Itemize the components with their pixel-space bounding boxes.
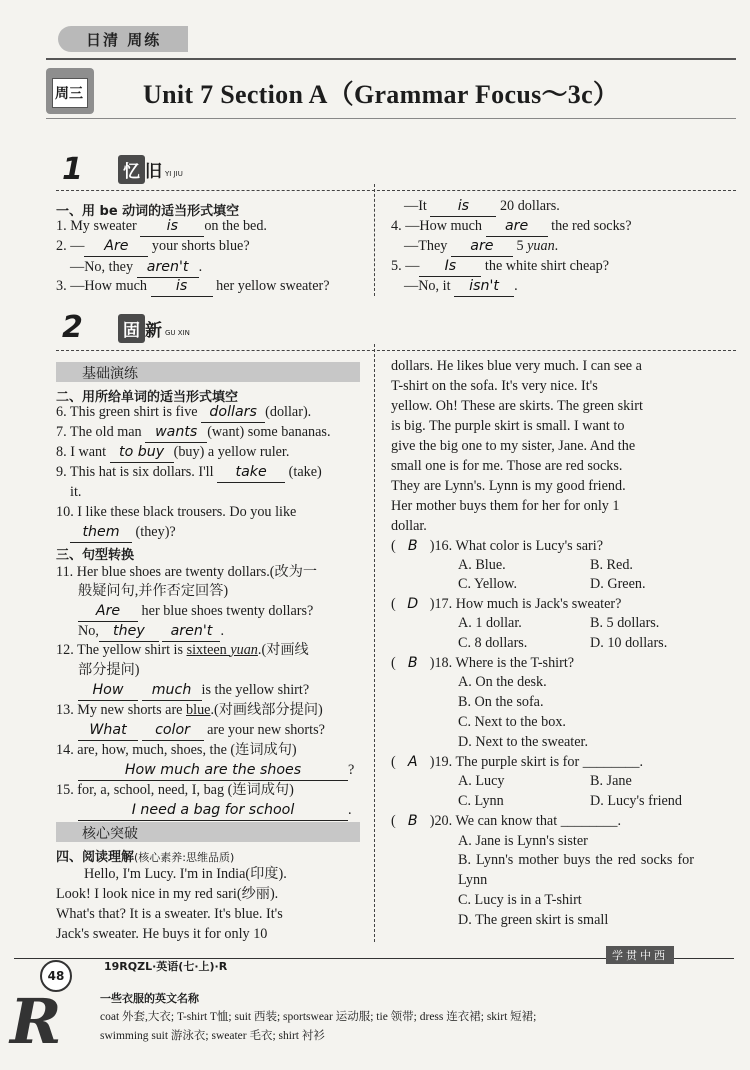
section1-divider <box>56 190 736 191</box>
mc-18-option-b: B. On the sofa. <box>458 694 544 710</box>
question-13: 13. My new shorts are blue.(对画线部分提问) <box>56 702 323 718</box>
mc-17-option-c: C. 8 dollars. <box>458 635 528 651</box>
tip-line-2: swimming suit 游泳衣; sweater 毛衣; shirt 衬衫 <box>100 1030 325 1042</box>
mc-answer-19: A <box>407 754 418 770</box>
page-title: Unit 7 Section A（Grammar Focus～3c） <box>143 80 620 109</box>
part3-title: 三、句型转换 <box>56 548 135 563</box>
mc-question-17: ( D )17. How much is Jack's sweater? <box>391 596 622 612</box>
answer-1: is <box>140 216 204 237</box>
passage-right-line-2: T-shirt on the sofa. It's very nice. It's <box>391 378 598 394</box>
question-15: 15. for, a, school, need, I, bag (连词成句) <box>56 782 294 798</box>
mc-answer-18: B <box>407 655 418 671</box>
book-code: 19RQZL·英语(七·上)·R <box>104 960 228 973</box>
answer-13b: color <box>142 720 204 741</box>
question-5: 5. — Is the white shirt cheap? <box>391 256 609 277</box>
mc-18-option-a: A. On the desk. <box>458 674 547 690</box>
answer-11b: they <box>99 621 159 642</box>
mc-question-16: ( B )16. What color is Lucy's sari? <box>391 538 604 554</box>
section2-title-box: 固 <box>118 314 145 343</box>
series-logo-letter: R <box>10 985 62 1058</box>
section1-pinyin: YI JIU <box>165 170 183 178</box>
title-rule <box>46 118 736 119</box>
question-10-cont: them (they)? <box>70 522 176 543</box>
mc-20-option-b: B. Lynn's mother buys the red socks for Lynn <box>458 852 694 888</box>
section2-number: 2 <box>62 310 83 345</box>
answer-10: them <box>70 522 132 543</box>
mc-18-option-d: D. Next to the sweater. <box>458 734 589 750</box>
passage-left-line-1: Hello, I'm Lucy. I'm in India(印度). <box>84 866 287 882</box>
mc-19-option-d: D. Lucy's friend <box>590 793 682 809</box>
mc-question-18: ( B )18. Where is the T-shirt? <box>391 655 575 671</box>
answer-5b: isn't <box>454 276 514 297</box>
basic-practice-bar: 基础演练 <box>56 362 360 382</box>
answer-8: to buy <box>110 442 174 463</box>
mc-16-option-c: C. Yellow. <box>458 576 517 592</box>
tip-line-1: coat 外套,大衣; T-shirt T恤; suit 西装; sportswear 运动服; tie 领带; dress 连衣裙; skirt 短裙; <box>100 1011 537 1023</box>
part1-title: 一、用 be 动词的适当形式填空 <box>56 204 240 219</box>
mc-question-20: ( B )20. We can know that ________. <box>391 813 622 829</box>
question-1: 1. My sweater is on the bed. <box>56 216 267 237</box>
question-14-answer-line: How much are the shoes ? <box>78 760 354 781</box>
mc-19-option-a: A. Lucy <box>458 773 505 789</box>
mc-16-option-d: D. Green. <box>590 576 646 592</box>
answer-11c: aren't <box>162 621 220 642</box>
mc-20-option-c: C. Lucy is in a T-shirt <box>458 892 582 908</box>
question-9: 9. This hat is six dollars. I'll take (take) <box>56 462 322 483</box>
mc-answer-16: B <box>407 538 418 554</box>
passage-right-line-9: dollar. <box>391 518 427 534</box>
passage-left-line-3: What's that? It is a sweater. It's blue. It's <box>56 906 283 922</box>
passage-right-line-5: give the big one to my sister, Jane. And the <box>391 438 636 454</box>
section1-title-word: 旧 <box>145 162 162 182</box>
section1-column-divider <box>374 184 375 296</box>
question-2-reply: —No, they aren't . <box>70 257 202 278</box>
question-14: 14. are, how, much, shoes, the (连词成句) <box>56 742 297 758</box>
passage-left-line-2: Look! I look nice in my red sari(纱丽). <box>56 886 279 902</box>
answer-4b: are <box>451 236 513 257</box>
section2-divider <box>56 350 736 351</box>
header-tab <box>58 26 188 52</box>
question-8: 8. I want to buy (buy) a yellow ruler. <box>56 442 289 463</box>
answer-3b: is <box>430 196 496 217</box>
passage-right-line-4: is big. The purple skirt is small. I want to <box>391 418 625 434</box>
page-number: 48 <box>40 960 72 992</box>
answer-4: are <box>486 216 548 237</box>
question-11: 11. Her blue shoes are twenty dollars.(改为一 <box>56 564 318 580</box>
answer-3: is <box>151 276 213 297</box>
passage-right-line-1: dollars. He likes blue very much. I can see a <box>391 358 642 374</box>
answer-7: wants <box>145 422 207 443</box>
mc-20-option-a: A. Jane is Lynn's sister <box>458 833 588 849</box>
passage-right-line-8: Her mother buys them for her for only 1 <box>391 498 620 514</box>
question-4: 4. —How much are the red socks? <box>391 216 632 237</box>
question-3-reply: —It is 20 dollars. <box>404 196 560 217</box>
mc-19-option-c: C. Lynn <box>458 793 504 809</box>
mc-answer-17: D <box>407 596 419 612</box>
question-4-reply: —They are 5 yuan. <box>404 236 558 257</box>
core-breakthrough-bar: 核心突破 <box>56 822 360 842</box>
question-6: 6. This green shirt is five dollars (dollar). <box>56 402 311 423</box>
passage-right-line-3: yellow. Oh! These are skirts. The green skirt <box>391 398 643 414</box>
section2-pinyin: GU XIN <box>165 329 190 337</box>
answer-12a: How <box>78 680 138 701</box>
passage-right-line-7: They are Lynn's. Lynn is my good friend. <box>391 478 626 494</box>
answer-2: Are <box>84 236 148 257</box>
question-13-answer-line: What color are your new shorts? <box>78 720 325 741</box>
answer-2b: aren't <box>137 257 199 278</box>
footer-tag: 学贯中西 <box>606 946 674 964</box>
question-15-answer-line: I need a bag for school . <box>78 800 352 821</box>
section1-title-box: 忆 <box>118 155 145 184</box>
question-11-line2: No, they aren't . <box>78 621 224 642</box>
mc-question-19: ( A )19. The purple skirt is for ________. <box>391 754 644 770</box>
mc-19-option-b: B. Jane <box>590 773 632 789</box>
answer-9: take <box>217 462 285 483</box>
section1-number: 1 <box>62 152 83 187</box>
section2-title-word: 新 <box>145 321 162 341</box>
question-12-answer-line: How much is the yellow shirt? <box>78 680 309 701</box>
answer-15: I need a bag for school <box>78 800 348 821</box>
answer-13a: What <box>78 720 138 741</box>
header-rule <box>46 58 736 60</box>
question-5-reply: —No, it isn't . <box>404 276 518 297</box>
day-badge-label: 周三 <box>55 86 83 102</box>
answer-14: How much are the shoes <box>78 760 348 781</box>
question-12: 12. The yellow shirt is sixteen yuan.(对画线 <box>56 642 309 658</box>
mc-18-option-c: C. Next to the box. <box>458 714 566 730</box>
question-7: 7. The old man wants (want) some bananas. <box>56 422 331 443</box>
day-badge <box>46 68 94 114</box>
mc-17-option-d: D. 10 dollars. <box>590 635 668 651</box>
part4-title-line: 四、阅读理解(核心素养:思维品质) <box>56 850 235 865</box>
question-3: 3. —How much is her yellow sweater? <box>56 276 330 297</box>
mc-17-option-a: A. 1 dollar. <box>458 615 522 631</box>
question-11-line1: Are her blue shoes twenty dollars? <box>78 601 313 622</box>
question-12-instruction: 部分提问) <box>78 662 140 678</box>
passage-right-line-6: small one is for me. Those are red socks. <box>391 458 623 474</box>
mc-20-option-d: D. The green skirt is small <box>458 912 609 928</box>
question-10: 10. I like these black trousers. Do you like <box>56 504 297 520</box>
answer-6: dollars <box>201 402 265 423</box>
question-11-instruction: 般疑问句,并作否定回答) <box>78 583 229 599</box>
mc-16-option-a: A. Blue. <box>458 557 506 573</box>
mc-17-option-b: B. 5 dollars. <box>590 615 660 631</box>
question-9-cont: it. <box>70 484 82 500</box>
answer-5: Is <box>419 256 481 277</box>
answer-12b: much <box>142 680 202 701</box>
answer-11a: Are <box>78 601 138 622</box>
question-2: 2. — Are your shorts blue? <box>56 236 250 257</box>
header-tab-label: 日清 周练 <box>86 31 162 49</box>
passage-left-line-4: Jack's sweater. He buys it for only 10 <box>56 926 268 942</box>
mc-16-option-b: B. Red. <box>590 557 633 573</box>
section2-column-divider <box>374 344 375 942</box>
part2-title: 二、用所给单词的适当形式填空 <box>56 390 239 405</box>
mc-answer-20: B <box>407 813 418 829</box>
tip-title: 一些衣服的英文名称 <box>100 992 199 1005</box>
